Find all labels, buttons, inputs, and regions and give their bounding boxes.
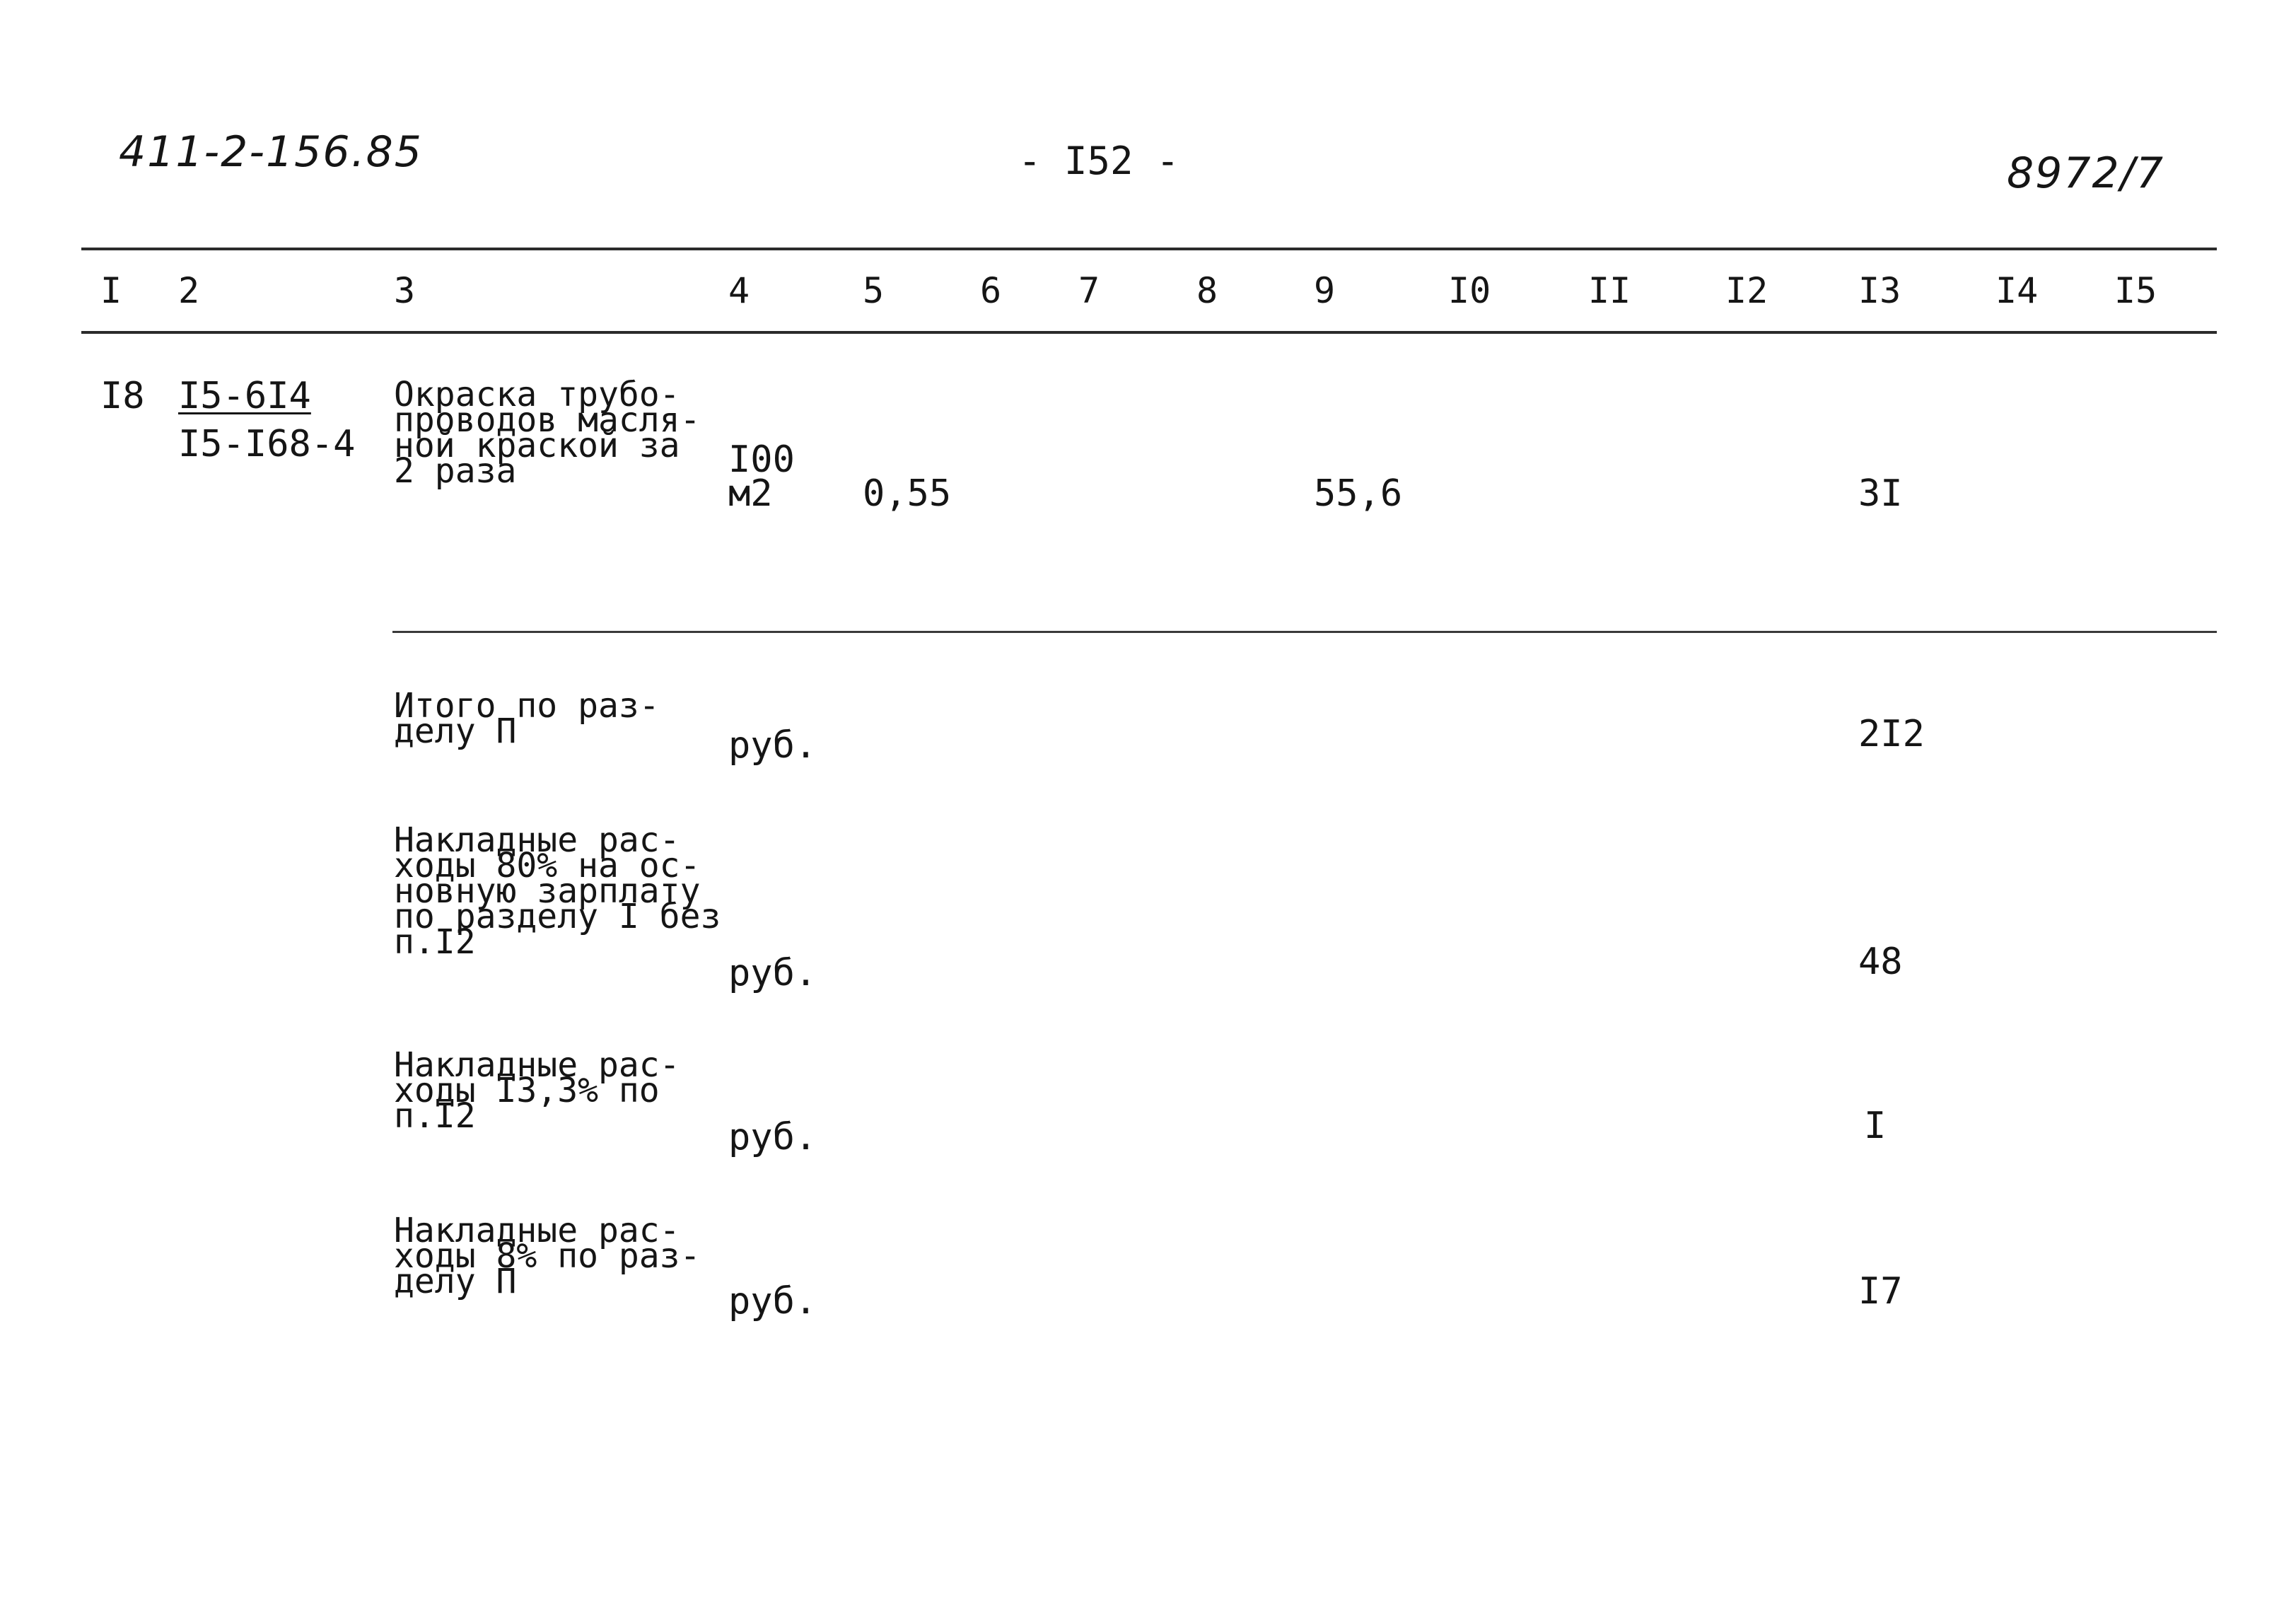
page-number: - I52 -	[1018, 139, 1179, 183]
item-code-primary: I5-6I4	[178, 375, 311, 417]
document-code: 411-2-156.85	[119, 127, 423, 177]
summary-description: Итого по раз- делу П	[394, 686, 660, 751]
sheet-reference: 8972/7	[2007, 149, 2165, 198]
col-header-11: II	[1588, 270, 1631, 311]
item-number: I8	[100, 375, 145, 417]
col-header-14: I4	[1995, 270, 2039, 311]
summary-description: Накладные рас- ходы I3,3% по п.I2	[394, 1045, 680, 1136]
item-code-secondary: I5-I68-4	[178, 423, 356, 465]
item-col13-value: 3I	[1858, 472, 1903, 515]
summary-unit: руб.	[728, 952, 817, 994]
col-header-9: 9	[1314, 270, 1336, 311]
col-header-2: 2	[178, 270, 200, 311]
header-bottom-rule	[81, 331, 2217, 334]
item-col9-value: 55,6	[1314, 472, 1403, 515]
summary-col13-value: I	[1864, 1105, 1887, 1147]
col-header-7: 7	[1078, 270, 1100, 311]
totals-separator-rule	[392, 631, 2217, 633]
item-col5-value: 0,55	[863, 472, 952, 515]
summary-col13-value: 2I2	[1858, 713, 1925, 755]
col-header-12: I2	[1725, 270, 1768, 311]
summary-unit: руб.	[728, 1116, 817, 1158]
summary-description: Накладные рас- ходы 80% на ос- новную зарплату по разделу I без п.I2	[394, 820, 721, 962]
col-header-5: 5	[863, 270, 885, 311]
summary-unit: руб.	[728, 724, 817, 767]
summary-description: Накладные рас- ходы 8% по раз- делу П	[394, 1211, 701, 1301]
col-header-1: I	[100, 270, 122, 311]
col-header-4: 4	[728, 270, 750, 311]
summary-col13-value: I7	[1858, 1270, 1903, 1313]
col-header-13: I3	[1858, 270, 1901, 311]
table-top-rule	[81, 248, 2217, 250]
summary-unit: руб.	[728, 1280, 817, 1323]
item-unit-quantity: I00	[728, 438, 795, 481]
summary-col13-value: 48	[1858, 941, 1903, 983]
col-header-8: 8	[1196, 270, 1218, 311]
col-header-15: I5	[2114, 270, 2157, 311]
col-header-6: 6	[980, 270, 1002, 311]
col-header-10: I0	[1448, 270, 1491, 311]
item-unit-measure: м2	[728, 472, 773, 515]
item-description: Окраска трубо- проводов масля- ной краской за 2 раза	[394, 375, 701, 491]
col-header-3: 3	[394, 270, 416, 311]
